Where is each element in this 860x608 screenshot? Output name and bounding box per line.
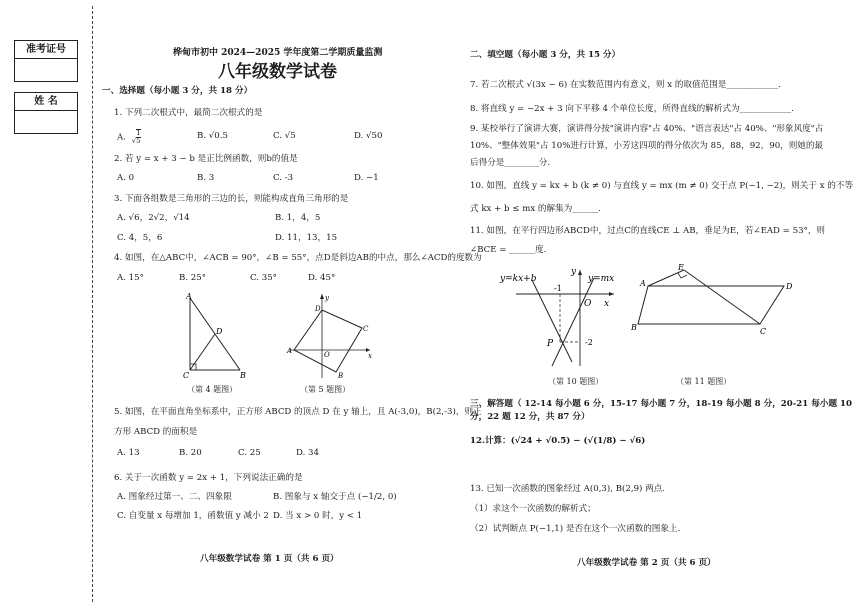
q7: 7. 若二次根式 √(3x − 6) 在实数范围内有意义，则 x 的取值范围是____________. [470, 80, 781, 90]
fig11-label-a: A [640, 279, 646, 288]
q9-line2: 10%、"整体效果"占 10%进行计算，小芳这四项的得分依次为 85，88，92，90，则她的最 [470, 141, 824, 151]
q6-option-d[interactable]: D. 当 x > 0 时，y < 1 [273, 511, 363, 521]
fig10-label-line1: y=kx+b [500, 274, 537, 284]
fig11-caption: （第 11 题图） [676, 377, 732, 386]
q5-stem-line2: 方形 ABCD 的面积是 [114, 427, 198, 437]
q3-option-b[interactable]: B. 1，4，5 [275, 213, 321, 223]
fig10-label-p: P [547, 339, 554, 349]
fig11-right-angle [678, 273, 687, 278]
q3-option-d[interactable]: D. 11，13，15 [275, 233, 338, 243]
fig10-y-arrow [578, 270, 582, 275]
fig5-label-d: D [315, 305, 321, 313]
footer-page-2: 八年级数学试卷 第 2 页（共 6 页） [577, 558, 716, 568]
q11-line1: 11. 如图，在平行四边形ABCD中，过点C的直线CE ⊥ AB，垂足为E，若∠EAD = 53°，则 [470, 226, 826, 236]
q3-stem: 3. 下面各组数是三角形的三边的长，则能构成直角三角形的是 [114, 194, 349, 204]
q5-stem-line1: 5. 如图，在平面直角坐标系中，正方形 ABCD 的顶点 D 在 y 轴上，且 A(-3,0)，B(2,-3)，则正 [114, 407, 482, 417]
school-header: 桦甸市初中 2024—2025 学年度第二学期质量监测 [173, 48, 383, 58]
q5-option-b[interactable]: B. 20 [179, 448, 202, 458]
q6-option-b[interactable]: B. 图象与 x 轴交于点 (−1/2, 0) [273, 492, 397, 502]
q9-line3: 后得分是________分. [470, 158, 551, 168]
fig5-square [294, 310, 362, 372]
q1-option-a-root: √ $\frac{1}{5}$ [131, 129, 141, 145]
fig11-parallelogram [638, 286, 784, 324]
q6-option-c[interactable]: C. 自变量 x 每增加 1，函数值 y 减小 2 [117, 511, 269, 521]
figure-4 [180, 290, 252, 380]
fig10-line-kxb [532, 280, 572, 362]
binding-line [92, 6, 93, 602]
fig10-label-y: y [571, 267, 577, 277]
q2-option-a[interactable]: A. 0 [117, 173, 135, 183]
section-3-heading-line1: 三、解答题（ 12-14 每小题 6 分，15-17 每小题 7 分，18-19 每小题 8 分，20-21 每小题 10 [470, 399, 852, 409]
fig5-label-c: C [363, 325, 369, 333]
exam-id-box [14, 40, 78, 82]
q5-option-c[interactable]: C. 25 [238, 448, 261, 458]
fig11-extension-ae [648, 270, 684, 286]
fig10-x-arrow [609, 292, 614, 296]
q2-option-c[interactable]: C. -3 [273, 173, 294, 183]
fig10-label-neg1: -1 [554, 284, 562, 293]
q12: 12.计算：(√24 + √0.5) − (√(1/8) − √6) [470, 436, 646, 446]
q5-option-a[interactable]: A. 13 [117, 448, 140, 458]
fig5-label-b: B [338, 372, 344, 380]
q1-stem: 1. 下列二次根式中，最简二次根式的是 [114, 108, 263, 118]
footer-page-1: 八年级数学试卷 第 1 页（共 6 页） [200, 554, 339, 564]
fig4-label-d: D [216, 327, 223, 336]
exam-id-label: 准考证号 [15, 41, 77, 59]
q13-stem: 13. 已知一次函数的图象经过 A(0,3), B(2,9) 两点. [470, 484, 666, 494]
fig5-label-a: A [287, 347, 293, 355]
figure-11 [628, 262, 798, 340]
q4-option-a[interactable]: A. 15° [117, 273, 144, 283]
q11-line2: ∠BCE = ______度. [470, 245, 547, 255]
q2-option-b[interactable]: B. 3 [197, 173, 215, 183]
q1-option-b[interactable]: B. √0.5 [197, 131, 228, 141]
fig4-caption: （第 4 题图） [187, 385, 238, 394]
q3-option-c[interactable]: C. 4，5，6 [117, 233, 163, 243]
q10-line2: 式 kx + b ≤ mx 的解集为______. [470, 204, 601, 214]
name-field[interactable] [15, 111, 77, 133]
fig11-line-ce [684, 270, 760, 324]
section-1-heading: 一、选择题（每小题 3 分，共 18 分） [102, 86, 253, 96]
q13-part1: （1）求这个一次函数的解析式； [470, 504, 596, 514]
q4-option-d[interactable]: D. 45° [308, 273, 336, 283]
fig10-label-line2: y=mx [588, 274, 615, 284]
name-box [14, 92, 78, 134]
q4-option-c[interactable]: C. 35° [250, 273, 277, 283]
fig10-label-o: O [584, 299, 592, 309]
section-3-heading-line2: 分，22 题 12 分，共 87 分） [470, 412, 590, 422]
name-label: 姓 名 [15, 93, 77, 111]
section-2-heading: 二、填空题（每小题 3 分，共 15 分） [470, 50, 621, 60]
fig11-label-e: E [678, 263, 684, 272]
fig11-label-b: B [631, 323, 637, 332]
fig10-caption: （第 10 题图） [548, 377, 604, 386]
q1-option-a[interactable] [117, 129, 141, 145]
q10-line1: 10. 如图，直线 y = kx + b (k ≠ 0) 与直线 y = mx (m ≠ 0) 交于点 P(−1, −2)，则关于 x 的不等 [470, 181, 854, 191]
q3-option-a[interactable]: A. √6，2√2，√14 [117, 213, 190, 223]
fig5-label-o: O [324, 351, 330, 359]
q6-option-a[interactable]: A. 图象经过第一、二、四象限 [117, 492, 232, 502]
fig5-caption: （第 5 题图） [300, 385, 351, 394]
fig4-label-a: A [186, 292, 192, 301]
q2-stem: 2. 若 y = x + 3 − b 是正比例函数，则b的值是 [114, 154, 298, 164]
q1-option-c[interactable]: C. √5 [273, 131, 296, 141]
fig5-y-arrow [320, 294, 324, 299]
fig5-label-x: x [368, 352, 372, 360]
q13-part2: （2）试判断点 P(−1,1) 是否在这个一次函数的图象上. [470, 524, 681, 534]
q6-stem: 6. 关于一次函数 y = 2x + 1，下列说法正确的是 [114, 473, 303, 483]
q9-line1: 9. 某校举行了演讲大赛，演讲得分按"演讲内容"占 40%、"语言表达"占 40%、"形象风度"占 [470, 124, 824, 134]
q4-stem: 4. 如图，在△ABC中，∠ACB = 90°，∠B = 55°，点D是斜边AB的中点，那么∠ACD的度数为 [114, 253, 482, 263]
figure-10 [496, 262, 620, 370]
page-title: 八年级数学试卷 [218, 62, 337, 82]
fig4-median-cd [190, 334, 215, 370]
fig10-label-x: x [604, 299, 610, 309]
fig4-label-c: C [183, 371, 190, 380]
fig11-label-c: C [760, 327, 767, 336]
fig11-label-d: D [786, 282, 793, 291]
q1-option-a-label: A. [117, 132, 126, 143]
q8: 8. 将直线 y = −2x + 3 向下平移 4 个单位长度，所得直线的解析式为____________. [470, 104, 794, 114]
exam-id-field[interactable] [15, 59, 77, 81]
q2-option-d[interactable]: D. −1 [354, 173, 379, 183]
fig4-label-b: B [240, 371, 246, 380]
fig5-label-y: y [325, 294, 329, 302]
fig10-label-neg2: -2 [585, 338, 593, 347]
q1-option-d[interactable]: D. √50 [354, 131, 383, 141]
q5-option-d[interactable]: D. 34 [296, 448, 319, 458]
figure-5 [284, 290, 374, 380]
q4-option-b[interactable]: B. 25° [179, 273, 207, 283]
